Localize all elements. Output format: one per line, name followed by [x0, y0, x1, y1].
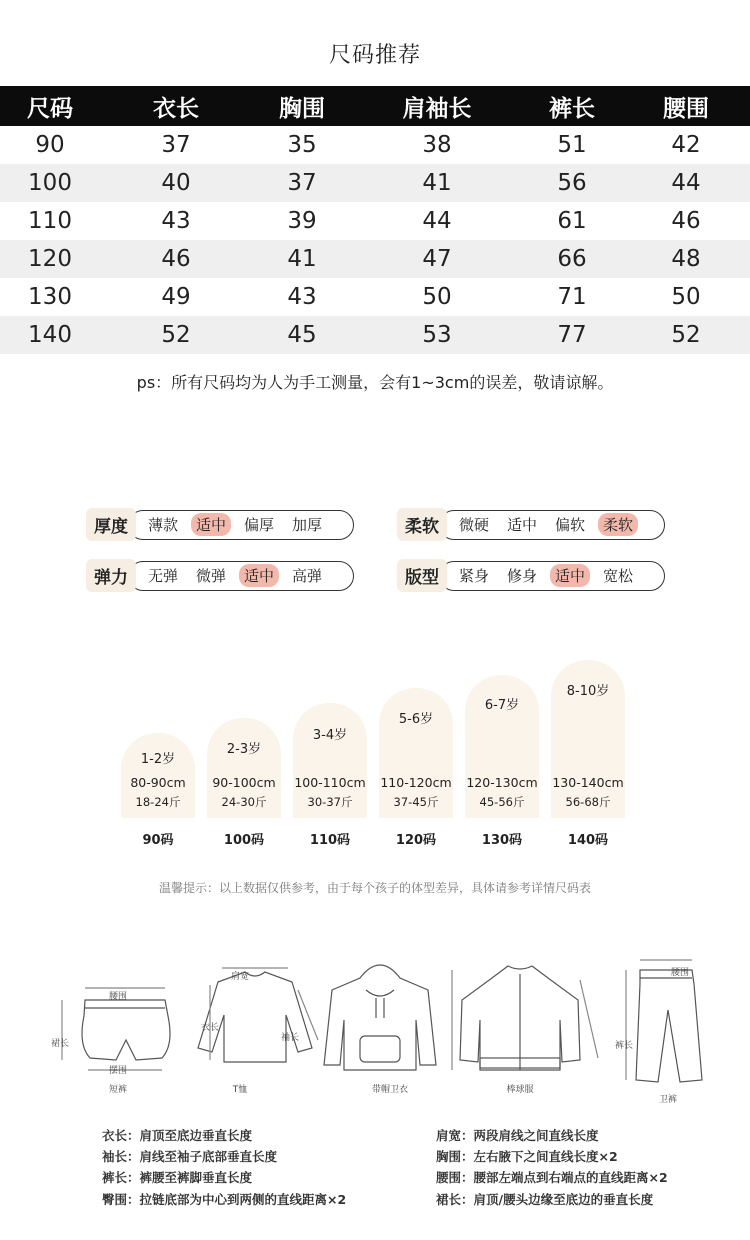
height-range: 110-120cm [380, 775, 452, 790]
table-cell: 120 [28, 246, 72, 272]
height-range: 90-100cm [212, 775, 276, 790]
age-range: 1-2岁 [140, 752, 176, 767]
table-cell: 48 [671, 246, 701, 272]
attribute-label: 柔软 [397, 508, 447, 541]
definition-right: 肩宽：两段肩线之间直线长度 [436, 1128, 599, 1143]
table-row [0, 202, 750, 240]
age-card-90 [121, 733, 195, 818]
definition-left: 臀围：拉链底部为中心到两侧的直线距离×2 [102, 1192, 347, 1207]
height-range: 130-140cm [552, 775, 624, 790]
table-cell: 37 [287, 170, 317, 196]
table-cell: 90 [35, 132, 65, 158]
age-range: 2-3岁 [226, 742, 262, 757]
table-row [0, 316, 750, 354]
size-label: 140码 [567, 833, 609, 848]
attribute-option-selected: 适中 [550, 564, 590, 587]
table-row [0, 126, 750, 164]
jacket-drawing [452, 966, 598, 1070]
attribute-label: 版型 [397, 559, 447, 592]
size-label: 110码 [309, 833, 351, 848]
table-cell: 52 [671, 322, 701, 348]
age-card-130 [465, 675, 539, 818]
definition-right: 裙长：肩顶/腰头边缘至底边的垂直长度 [436, 1192, 654, 1207]
table-header-cell: 尺码 [27, 95, 73, 122]
table-cell: 43 [161, 208, 191, 234]
attribute-option: 微弹 [196, 567, 227, 585]
attribute-option-selected: 适中 [239, 564, 279, 587]
age-card-110 [293, 703, 367, 818]
tip-text: 温馨提示：以上数据仅供参考，由于每个孩子的体型差异，具体请参考详情尺码表 [158, 881, 591, 895]
table-cell: 51 [557, 132, 587, 158]
height-range: 80-90cm [130, 775, 186, 790]
table-row [0, 240, 750, 278]
hoodie-name: 带帽卫衣 [371, 1085, 408, 1095]
table-cell: 44 [422, 208, 452, 234]
height-range: 100-110cm [294, 775, 366, 790]
table-cell: 42 [671, 132, 701, 158]
shorts-name: 短裤 [108, 1085, 127, 1095]
definition-right: 腰围：腰部左端点到右端点的直线距离×2 [436, 1170, 668, 1185]
definition-left: 衣长：肩顶至底边垂直长度 [102, 1128, 253, 1143]
table-cell: 61 [557, 208, 587, 234]
table-cell: 37 [161, 132, 191, 158]
table-cell: 71 [557, 284, 587, 310]
attribute-option: 无弹 [148, 567, 179, 585]
table-cell: 45 [287, 322, 317, 348]
table-cell: 35 [287, 132, 317, 158]
attribute-fit [397, 559, 665, 592]
shorts-side-label: 裙长 [50, 1039, 69, 1049]
attribute-option-selected: 适中 [191, 513, 231, 536]
weight-range: 18-24斤 [135, 795, 181, 809]
weight-range: 37-45斤 [393, 795, 439, 809]
age-range: 6-7岁 [484, 698, 520, 713]
table-cell: 53 [422, 322, 452, 348]
tshirt-side-left-label: 衣长 [200, 1023, 219, 1033]
table-cell: 44 [671, 170, 701, 196]
weight-range: 24-30斤 [221, 795, 267, 809]
table-cell: 66 [557, 246, 587, 272]
age-range: 8-10岁 [566, 684, 610, 699]
tshirt-drawing [198, 968, 318, 1062]
attribute-option: 薄款 [148, 516, 179, 534]
table-header-cell: 裤长 [549, 95, 595, 122]
shorts-top-label: 腰围 [108, 992, 127, 1002]
definition-right: 胸围：左右腋下之间直线长度×2 [436, 1149, 618, 1164]
attribute-option: 偏软 [555, 516, 586, 534]
table-cell: 38 [422, 132, 452, 158]
attribute-label: 弹力 [86, 559, 136, 592]
definition-left: 袖长：肩线至袖子底部垂直长度 [102, 1149, 278, 1164]
weight-range: 56-68斤 [565, 795, 611, 809]
attribute-label: 厚度 [86, 508, 136, 541]
table-header-cell: 衣长 [153, 95, 199, 122]
weight-range: 45-56斤 [479, 795, 525, 809]
table-cell: 40 [161, 170, 191, 196]
size-label: 100码 [223, 833, 265, 848]
weight-range: 30-37斤 [307, 795, 353, 809]
attribute-option: 紧身 [459, 567, 490, 585]
table-cell: 140 [28, 322, 72, 348]
attribute-option: 微硬 [459, 516, 490, 534]
table-header-row [0, 86, 750, 126]
size-label: 130码 [481, 833, 523, 848]
attribute-options [439, 510, 665, 540]
tshirt-name: T恤 [232, 1085, 248, 1095]
table-header-cell: 腰围 [663, 95, 709, 122]
table-cell: 56 [557, 170, 587, 196]
shorts-bottom-label: 摆围 [108, 1066, 127, 1076]
page-title: 尺码推荐 [328, 43, 421, 68]
attribute-option: 宽松 [603, 567, 634, 585]
attribute-option: 高弹 [292, 567, 323, 585]
pants-drawing [626, 960, 702, 1082]
table-cell: 130 [28, 284, 72, 310]
height-range: 120-130cm [466, 775, 538, 790]
jacket-name: 棒球服 [506, 1085, 534, 1095]
table-header-cell: 肩袖长 [402, 95, 472, 122]
table-cell: 77 [557, 322, 587, 348]
pants-name: 卫裤 [658, 1095, 677, 1105]
tshirt-top-label: 肩宽 [230, 972, 249, 982]
table-row [0, 278, 750, 316]
attribute-thickness [86, 508, 354, 541]
attribute-options [128, 510, 354, 540]
table-cell: 100 [28, 170, 72, 196]
table-cell: 47 [422, 246, 452, 272]
attribute-option-selected: 柔软 [598, 513, 638, 536]
table-cell: 49 [161, 284, 191, 310]
table-row [0, 164, 750, 202]
age-card-140 [551, 660, 625, 818]
table-header-cell: 胸围 [279, 95, 325, 122]
age-range: 3-4岁 [312, 728, 348, 743]
attribute-options [128, 561, 354, 591]
size-label: 90码 [142, 833, 174, 848]
tshirt-side-right-label: 袖长 [280, 1033, 299, 1043]
attribute-options [439, 561, 665, 591]
pants-top-label: 腰围 [670, 968, 689, 978]
pants-side-label: 裤长 [614, 1041, 633, 1051]
table-cell: 50 [422, 284, 452, 310]
table-cell: 39 [287, 208, 317, 234]
attribute-option: 适中 [507, 516, 538, 534]
attribute-option: 修身 [507, 567, 538, 585]
size-label: 120码 [395, 833, 437, 848]
table-cell: 110 [28, 208, 72, 234]
attribute-softness [397, 508, 665, 541]
definition-left: 裤长：裤腰至裤脚垂直长度 [102, 1170, 253, 1185]
attribute-elasticity [86, 559, 354, 592]
attribute-option: 偏厚 [244, 516, 275, 534]
table-cell: 50 [671, 284, 701, 310]
table-cell: 52 [161, 322, 191, 348]
age-range: 5-6岁 [398, 712, 434, 727]
table-cell: 43 [287, 284, 317, 310]
attribute-option: 加厚 [292, 516, 323, 534]
table-cell: 46 [161, 246, 191, 272]
hoodie-drawing [324, 965, 436, 1070]
age-card-100 [207, 718, 281, 818]
table-cell: 46 [671, 208, 701, 234]
measurement-note: ps：所有尺码均为人为手工测量，会有1~3cm的误差，敬请谅解。 [136, 373, 614, 392]
table-cell: 41 [422, 170, 452, 196]
size-table [0, 86, 750, 354]
table-cell: 41 [287, 246, 317, 272]
age-card-120 [379, 688, 453, 818]
